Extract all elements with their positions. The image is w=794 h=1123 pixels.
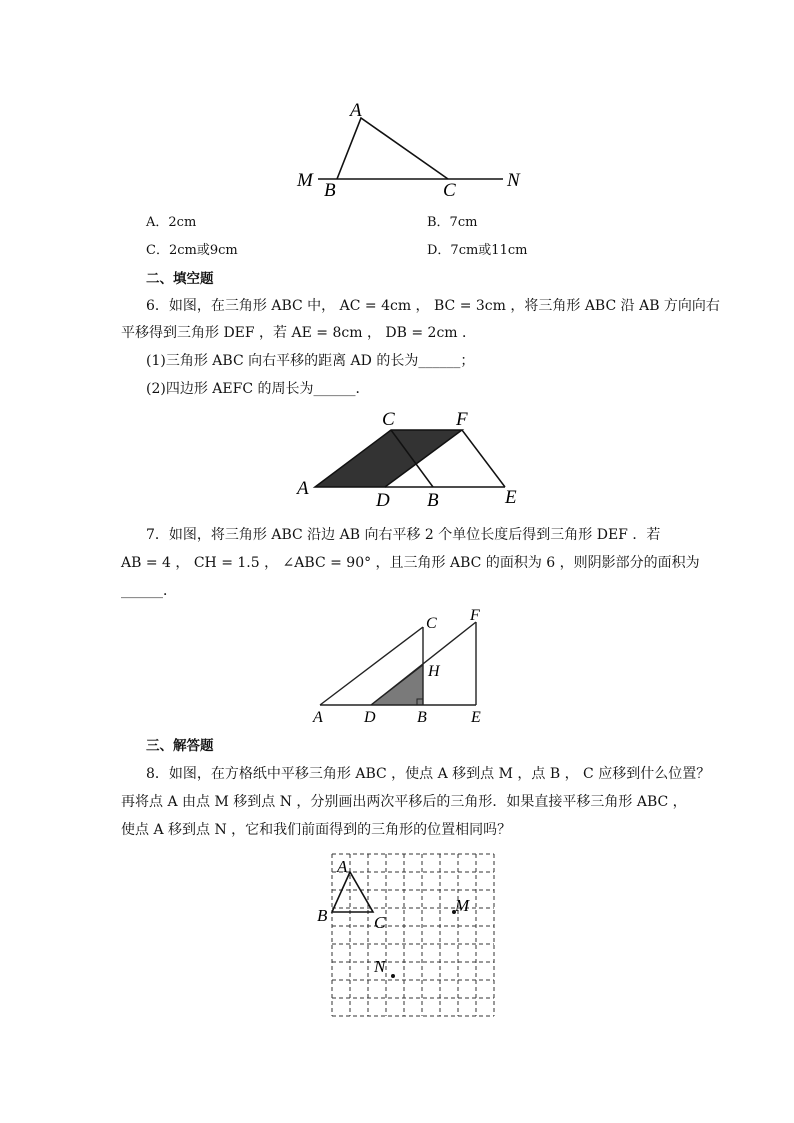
- segment-fe: [462, 430, 505, 487]
- label-C: C: [443, 180, 456, 201]
- q7-line2: AB = 4 ， CH = 1.5 ， ∠ABC = 90° ，且三角形 ABC 的面积为 6 ，则阴影部分的面积为: [121, 555, 700, 571]
- triangle-abc: [337, 118, 448, 179]
- q7-line1: 7．如图，将三角形 ABC 沿边 AB 向右平移 2 个单位长度后得到三角形 DEF ．若: [146, 527, 661, 543]
- label-B: B: [417, 709, 427, 726]
- label-F: F: [456, 409, 468, 430]
- dashed-grid: [332, 854, 494, 1016]
- shaded-parallelogram: [315, 430, 462, 487]
- figure-right-triangles: [300, 605, 510, 730]
- section-answer-title: 三、解答题: [146, 738, 214, 754]
- label-A: A: [337, 857, 348, 876]
- figure-translation-parallelogram: [290, 405, 530, 510]
- label-E: E: [471, 709, 481, 726]
- label-B: B: [317, 906, 328, 925]
- label-H: H: [428, 663, 440, 680]
- label-D: D: [376, 490, 390, 510]
- q6-sub2: (2)四边形 AEFC 的周长为______．: [146, 381, 370, 397]
- label-E: E: [505, 487, 517, 508]
- option-b[interactable]: B．7cm: [427, 215, 478, 230]
- label-M: M: [455, 896, 470, 915]
- label-M: M: [297, 170, 313, 191]
- label-N: N: [374, 957, 386, 976]
- label-C: C: [426, 615, 437, 632]
- q8-line2: 再将点 A 由点 M 移到点 N ，分别画出两次平移后的三角形．如果直接平移三角形 ABC ，: [121, 794, 687, 810]
- section-fill-blank-title: 二、填空题: [146, 271, 214, 287]
- option-c[interactable]: C．2cm或9cm: [146, 243, 238, 258]
- label-A: A: [297, 478, 309, 499]
- label-D: D: [364, 709, 376, 726]
- figure-grid-translation: [310, 850, 510, 1025]
- label-C: C: [382, 409, 395, 430]
- label-B: B: [324, 180, 336, 201]
- option-d[interactable]: D．7cm或11cm: [427, 243, 528, 258]
- label-B: B: [427, 490, 439, 510]
- option-a[interactable]: A．2cm: [146, 215, 197, 230]
- point-n: [391, 974, 395, 978]
- q6-sub1: (1)三角形 ABC 向右平移的距离 AD 的长为______；: [146, 353, 475, 369]
- label-A: A: [313, 709, 323, 726]
- label-N: N: [507, 170, 520, 191]
- q8-line1: 8．如图，在方格纸中平移三角形 ABC ，使点 A 移到点 M ，点 B ， C 应移到什么位置？: [146, 766, 711, 782]
- q8-line3: 使点 A 移到点 N ，它和我们前面得到的三角形的位置相同吗？: [121, 822, 512, 838]
- q7-line3: ______．: [121, 583, 177, 599]
- triangle-abc: [332, 872, 373, 912]
- label-A: A: [350, 100, 362, 121]
- label-F: F: [470, 607, 480, 624]
- label-C: C: [374, 913, 386, 932]
- figure-triangle-on-line: [290, 92, 540, 204]
- q6-line1: 6．如图，在三角形 ABC 中， AC = 4cm ， BC = 3cm ，将三角形 ABC 沿 AB 方向向右: [146, 298, 720, 314]
- q6-line2: 平移得到三角形 DEF ，若 AE = 8cm ， DB = 2cm ．: [121, 325, 477, 341]
